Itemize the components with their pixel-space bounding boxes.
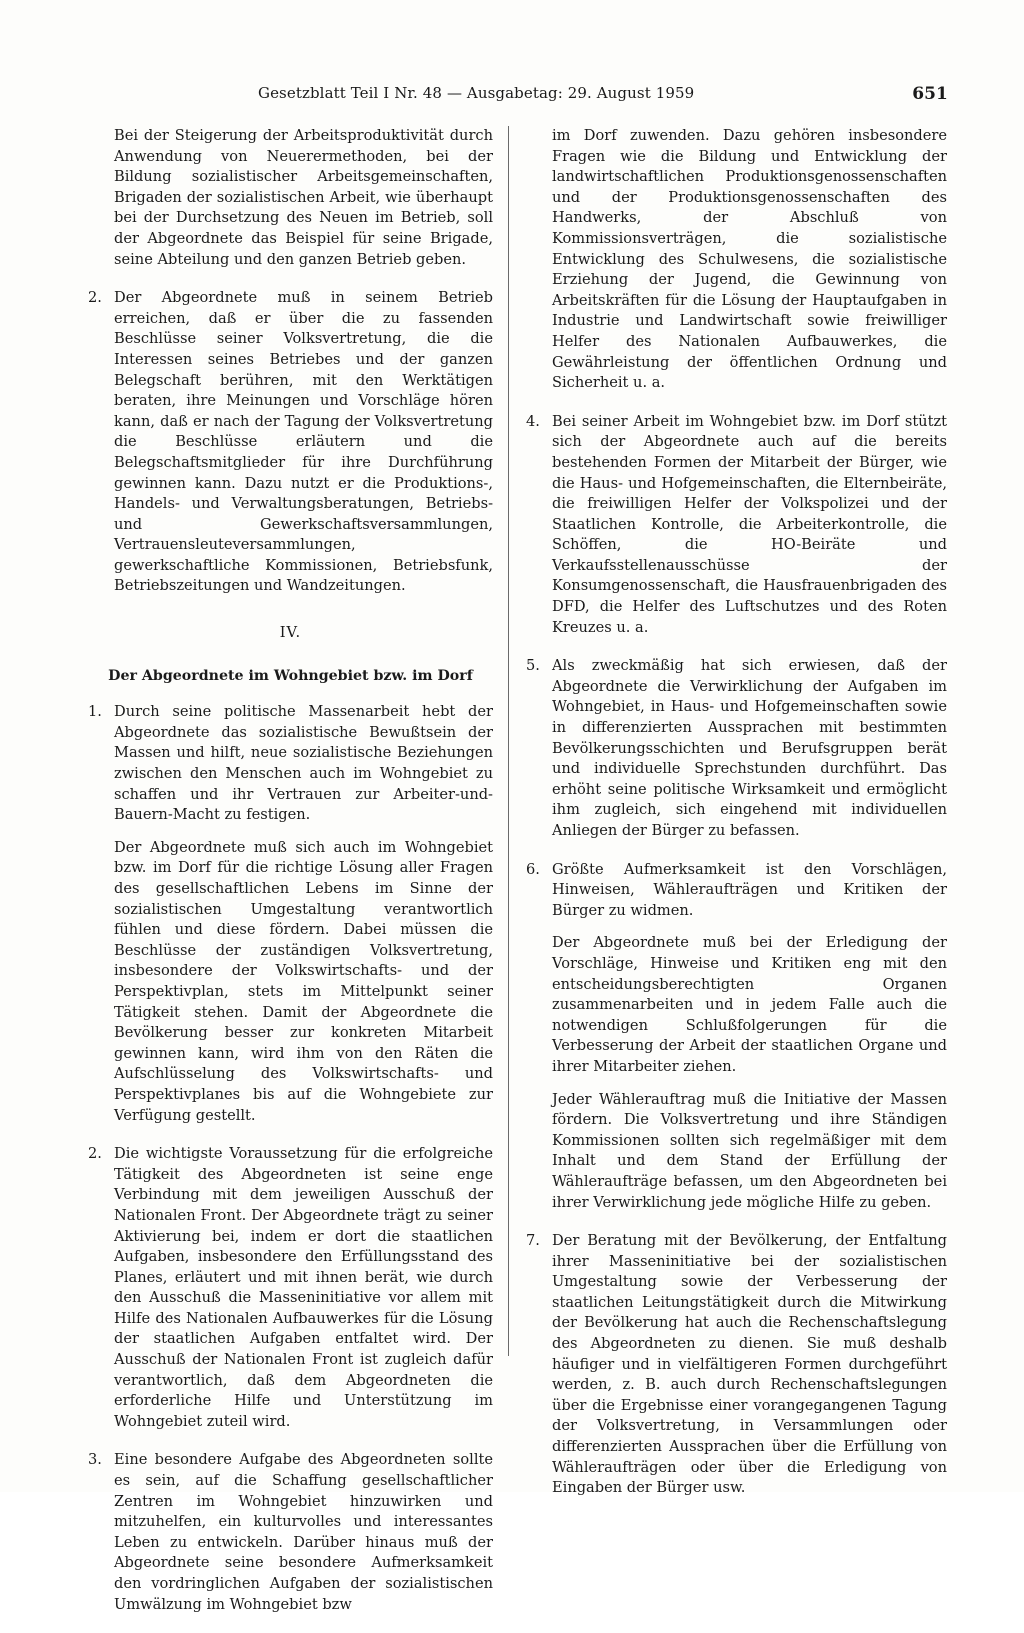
- running-title: Gesetzblatt Teil I Nr. 48 — Ausgabetag: 29. August 1959: [258, 84, 695, 102]
- item-number: 2.: [88, 1145, 102, 1163]
- right-column: [526, 126, 947, 1517]
- list-item: [526, 860, 947, 1214]
- item-text: Der Abgeordnete muß sich auch im Wohngebiet bzw. im Dorf für die richtige Lösung aller Fragen des gesellschaftlichen Lebens im Sinne der sozialistischen Umgestaltung verantwortlich fühlen und diese fördern. Dabei müssen die Beschlüsse der zuständigen Volksvertretung, insbesondere der Volkswirtschafts- und der Perspektivplan, stets im Mittelpunkt seiner Tätigkeit stehen. Damit der Abgeordnete die Bevölkerung besser zur konkreten Mitarbeit gewinnen kann, wird ihm von den Räten die Aufschlüsselung des Volkswirtschafts- und Perspektivplanes bis auf die Wohngebiete zur Verfügung gestellt.: [114, 838, 493, 1124]
- item-text: Jeder Wählerauftrag muß die Initiative der Massen fördern. Die Volksvertretung und ihre Ständigen Kommissionen sollten sich regelmäßiger mit dem Inhalt und dem Stand der Erfüllung der Wähleraufträge befassen, um den Abgeordneten bei ihrer Verwirklichung jede mögliche Hilfe zu geben.: [552, 1090, 947, 1211]
- page-number: 651: [912, 84, 948, 104]
- item-number: 4.: [526, 412, 540, 430]
- item-number: 7.: [526, 1232, 540, 1250]
- continuation-paragraph: im Dorf zuwenden. Dazu gehören insbesondere Fragen wie die Bildung und Entwicklung der landwirtschaftlichen Produktionsgenossenschaften und der Produktionsgenossenschaften des Handwerks, der Abschluß von Kommissionsverträgen, die sozialistische Entwicklung des Schulwesens, die sozialistische Erziehung der Jugend, die Gewinnung von Arbeitskräften für die Lösung der Hauptaufgaben in Industrie und Landwirtschaft sowie freiwilliger Helfer des Nationalen Aufbauwerkes, die Gewährleistung der öffentlichen Ordnung und Sicherheit u. a.: [552, 127, 947, 392]
- item-number: 1.: [88, 703, 102, 721]
- item-text: Die wichtigste Voraussetzung für die erfolgreiche Tätigkeit des Abgeordneten ist seine enge Verbindung mit dem jeweiligen Ausschuß der Nationalen Front. Der Abgeordnete trägt zu seiner Aktivierung bei, indem er dort die staatlichen Aufgaben, insbesondere den Erfüllungsstand des Planes, erläutert und mit ihnen berät, wie durch den Ausschuß die Masseninitiative vor allem mit Hilfe des Nationalen Aufbauwerkes für die Lösung der staatlichen Aufgaben entfaltet wird. Der Ausschuß der Nationalen Front ist zugleich dafür verantwortlich, daß dem Abgeordneten die erforderliche Hilfe und Unterstützung im Wohngebiet zuteil wird.: [114, 1145, 493, 1430]
- item-text: Größte Aufmerksamkeit ist den Vorschlägen, Hinweisen, Wähleraufträgen und Kritiken der Bürger zu widmen.: [552, 860, 947, 919]
- item-number: 5.: [526, 657, 540, 675]
- list-item: [88, 702, 493, 1126]
- column-divider: [508, 126, 509, 1356]
- item-number: 2.: [88, 289, 102, 307]
- item-number: 3.: [88, 1451, 102, 1469]
- list-item: [88, 288, 493, 597]
- list-item: [88, 1450, 493, 1615]
- item-number: 6.: [526, 860, 540, 878]
- page-header: [258, 84, 948, 110]
- list-item: [526, 1231, 947, 1499]
- item-text: Bei seiner Arbeit im Wohngebiet bzw. im Dorf stützt sich der Abgeordnete auch auf die bereits bestehenden Formen der Mitarbeit der Bürger, wie die Haus- und Hofgemeinschaften, die Elternbeiräte, die freiwilligen Helfer der Volkspolizei und der Staatlichen Kontrolle, die Arbeiterkontrolle, die Schöffen, die HO-Beiräte und Verkaufsstellenausschüsse der Konsumgenossenschaft, die Hausfrauenbrigaden des DFD, die Helfer des Luftschutzes und des Roten Kreuzes u. a.: [552, 412, 947, 636]
- list-item: [88, 1144, 493, 1432]
- list-item: [526, 656, 947, 841]
- item-text: Durch seine politische Massenarbeit hebt der Abgeordnete das sozialistische Bewußtsein der Massen und hilft, neue sozialistische Beziehungen zwischen den Menschen auch im Wohngebiet zu schaffen und ihr Vertrauen zur Arbeiter-und-Bauern-Macht zu festigen.: [114, 703, 493, 824]
- item-text: Der Abgeordnete muß bei der Erledigung der Vorschläge, Hinweise und Kritiken eng mit den entscheidungsberechtigten Organen zusammenarbeiten und in jedem Falle auch die notwendigen Schlußfolgerungen für die Verbesserung der Arbeit der staatlichen Organe und ihrer Mitarbeiter ziehen.: [552, 934, 947, 1075]
- section-heading: Der Abgeordnete im Wohngebiet bzw. im Dorf: [108, 667, 473, 684]
- left-column: [88, 126, 493, 1633]
- continuation-paragraph: Bei der Steigerung der Arbeitsproduktivität durch Anwendung von Neuerermethoden, bei der Bildung sozialistischer Arbeitsgemeinschaften, Brigaden der sozialistischen Arbeit, wie überhaupt bei der Durchsetzung des Neuen im Betrieb, soll der Abgeordnete das Beispiel für seine Brigade, seine Abteilung und den ganzen Betrieb geben.: [114, 127, 493, 268]
- section-numeral: IV.: [279, 624, 302, 642]
- list-item: [526, 412, 947, 639]
- item-text: Als zweckmäßig hat sich erwiesen, daß der Abgeordnete die Verwirklichung der Aufgaben im Wohngebiet, in Haus- und Hofgemeinschaften sowie in differenzierten Aussprachen mit bestimmten Bevölkerungsschichten und Berufsgruppen berät und individuelle Sprechstunden durchführt. Das erhöht seine politische Wirksamkeit und ermöglicht ihm zugleich, sich eingehend mit individuellen Anliegen der Bürger zu befassen.: [552, 657, 947, 839]
- item-text: Der Beratung mit der Bevölkerung, der Entfaltung ihrer Masseninitiative bei der sozialistischen Umgestaltung sowie der Verbesserung der staatlichen Leitungstätigkeit durch die Mitwirkung der Bevölkerung hat auch die Rechenschaftslegung des Abgeordneten zu dienen. Sie muß deshalb häufiger und in vielfältigeren Formen durchgeführt werden, z. B. auch durch Rechenschaftslegungen über die Ergebnisse einer vorangegangenen Tagung der Volksvertretung, in Versammlungen oder differenzierten Aussprachen über die Erfüllung von Wähleraufträgen oder über die Erledigung von Eingaben der Bürger usw.: [552, 1232, 947, 1497]
- item-text: Der Abgeordnete muß in seinem Betrieb erreichen, daß er über die zu fassenden Beschlüsse seiner Volksvertretung, die die Interessen seines Betriebes und der ganzen Belegschaft berühren, mit den Werktätigen beraten, ihre Meinungen und Vorschläge hören kann, daß er nach der Tagung der Volksvertretung die Beschlüsse erläutern und die Belegschaftsmitglieder für ihre Durchführung gewinnen kann. Dazu nutzt er die Produktions-, Handels- und Verwaltungsberatungen, Betriebs- und Gewerkschaftsversammlungen, Vertrauensleuteversammlungen, gewerkschaftliche Kommissionen, Betriebsfunk, Betriebszeitungen und Wandzeitungen.: [114, 289, 493, 595]
- item-text: Eine besondere Aufgabe des Abgeordneten sollte es sein, auf die Schaffung gesellschaftlicher Zentren im Wohngebiet hinzuwirken und mitzuhelfen, ein kulturvolles und interessantes Leben zu entwickeln. Darüber hinaus muß der Abgeordnete seine besondere Aufmerksamkeit den vordringlichen Aufgaben der sozialistischen Umwälzung im Wohngebiet bzw: [114, 1451, 493, 1613]
